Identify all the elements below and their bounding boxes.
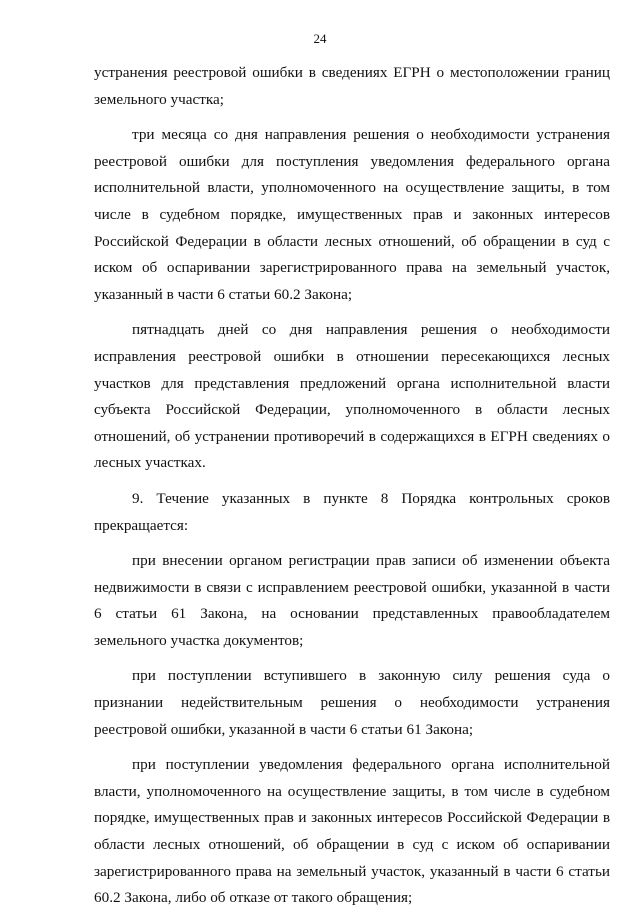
paragraph-1: устранения реестровой ошибки в сведениях ЕГРН о местоположении границ земельного участка; bbox=[94, 64, 610, 108]
paragraph-7: при поступлении уведомления федерального органа исполнительной власти, уполномоченного на осуществление защиты, в том числе в судебном порядке, имущественных прав и законных интересов Российской Федерации в области лесных отношений, об обращении в суд с иском об оспаривании зарегистрированного права на земельный участок, указанный в части 6 статьи 60.2 Закона, либо об отказе от такого обращения; bbox=[94, 756, 610, 907]
paragraph-3: пятнадцать дней со дня направления решения о необходимости исправления реестровой ошибки в отношении пересекающихся лесных участков для представления предложений органа исполнительной власти субъекта Российской Федерации, уполномоченного в области лесных отношений, об устранении противоречий в содержащихся в ЕГРН сведениях о лесных участках. bbox=[94, 321, 610, 472]
paragraph-6: при поступлении вступившего в законную силу решения суда о признании недействительным решения о необходимости устранения реестровой ошибки, указанной в части 6 статьи 61 Закона; bbox=[94, 667, 610, 738]
page-number: 24 bbox=[313, 31, 327, 46]
paragraph-2: три месяца со дня направления решения о необходимости устранения реестровой ошибки для поступления уведомления федерального органа исполнительной власти, уполномоченного на осуществление защиты, в том числе в судебном порядке, имущественных прав и законных интересов Российской Федерации в области лесных отношений, об обращении в суд с иском об оспаривании зарегистрированного права на земельный участок, указанный в части 6 статьи 60.2 Закона; bbox=[94, 126, 610, 303]
document-body bbox=[94, 60, 610, 912]
paragraph-4: 9. Течение указанных в пункте 8 Порядка контрольных сроков прекращается: bbox=[94, 489, 610, 534]
paragraph-5: при внесении органом регистрации прав записи об изменении объекта недвижимости в связи с исправлением реестровой ошибки, указанной в части 6 статьи 61 Закона, на основании представленных правообладателем земельного участка документов; bbox=[94, 552, 610, 649]
